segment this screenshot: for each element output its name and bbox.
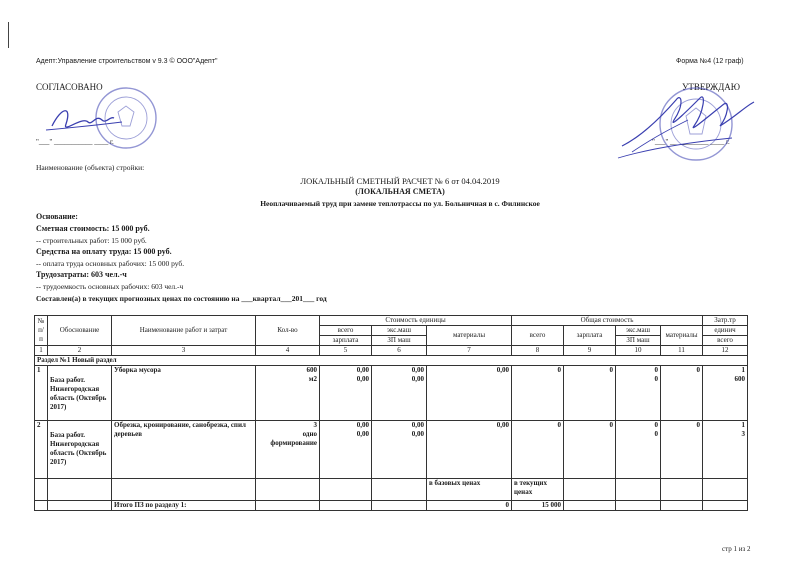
row-total-all: 0 <box>512 421 564 479</box>
row-qty: 600 <box>306 366 317 374</box>
row-unit-all: 0,00 <box>356 421 369 429</box>
row-unit-wage: 0,00 <box>356 430 369 438</box>
row-total-materials: 0 <box>661 366 703 421</box>
program-label: Адепт:Управление строительством v 9.3 © ООО"Адепт" <box>36 58 218 65</box>
doc-subtitle: (ЛОКАЛЬНАЯ СМЕТА) <box>355 187 445 196</box>
date-left: "___" ___________ ____ г. <box>36 138 114 146</box>
total-current: 15 000 <box>512 501 564 511</box>
header-labor-unit: единич <box>703 326 748 336</box>
column-number: 1 <box>35 346 48 356</box>
work-description: Неоплачиваемый труд при замене теплотрассы по ул. Больничная в с. Филинское <box>260 199 540 208</box>
row-labor-unit: 1 <box>741 421 746 429</box>
header-unit-mach: экс.маш <box>372 326 427 336</box>
basis-label: Основание: <box>36 212 78 221</box>
header-unit-zp-mach: ЗП маш <box>372 336 427 346</box>
table-row <box>35 366 748 421</box>
total-row <box>35 501 748 511</box>
header-total-zp-mach: ЗП маш <box>616 336 661 346</box>
row-unit-mach: 0,00 <box>411 421 424 429</box>
column-number: 10 <box>616 346 661 356</box>
wage-funds: Средства на оплату труда: 15 000 руб. <box>36 247 172 256</box>
row-total-wage: 0 <box>564 366 616 421</box>
column-number: 3 <box>112 346 256 356</box>
form-label: Форма №4 (12 граф) <box>676 58 744 65</box>
row-total-mach: 0 <box>654 366 659 374</box>
object-label: Наименование (объекта) стройки: <box>36 163 145 172</box>
row-num: 1 <box>35 366 48 421</box>
doc-title: ЛОКАЛЬНЫЙ СМЕТНЫЙ РАСЧЕТ № 6 от 04.04.2019 <box>300 176 500 186</box>
row-total-zp-mach: 0 <box>654 375 659 383</box>
total-base: 0 <box>427 501 512 511</box>
scan-mark <box>8 22 9 48</box>
row-unit-materials: 0,00 <box>427 421 512 479</box>
row-total-wage: 0 <box>564 421 616 479</box>
construction-cost: -- строительных работ: 15 000 руб. <box>36 236 147 245</box>
column-number: 8 <box>512 346 564 356</box>
row-num: 2 <box>35 421 48 479</box>
column-number: 6 <box>372 346 427 356</box>
header-total-cost: Общая стоимость <box>512 316 703 326</box>
base-prices-caption: в базовых ценах <box>427 479 512 501</box>
column-number: 2 <box>48 346 112 356</box>
estimated-cost: Сметная стоимость: 15 000 руб. <box>36 224 150 233</box>
header-basis: Обоснование <box>48 316 112 346</box>
total-label: Итого ПЗ по разделу 1: <box>112 501 256 511</box>
header-qty: Кол-во <box>256 316 320 346</box>
labor-costs: Трудозатраты: 603 чел.-ч <box>36 270 127 279</box>
row-basis: База работ. Нижегородская область (Октябрь 2017) <box>48 421 112 479</box>
header-total-wage: зарплата <box>564 326 616 346</box>
header-name: Наименование работ и затрат <box>112 316 256 346</box>
column-number: 5 <box>320 346 372 356</box>
approved-label: УТВЕРЖДАЮ <box>682 82 741 92</box>
header-total-mach: экс.маш <box>616 326 661 336</box>
row-unit-all: 0,00 <box>356 366 369 374</box>
agreed-label: СОГЛАСОВАНО <box>36 82 103 92</box>
column-number: 11 <box>661 346 703 356</box>
main-wages: -- оплата труда основных рабочих: 15 000 руб. <box>36 259 185 268</box>
stamp-right <box>612 76 762 176</box>
row-total-mach: 0 <box>654 421 659 429</box>
column-numbers-row <box>35 346 748 356</box>
signature-right <box>622 97 754 146</box>
table-row <box>35 421 748 479</box>
column-number: 12 <box>703 346 748 356</box>
row-labor-unit: 1 <box>741 366 746 374</box>
row-unit-mach: 0,00 <box>411 366 424 374</box>
column-number: 9 <box>564 346 616 356</box>
header-labor-total: всего <box>703 336 748 346</box>
row-unit: одно формирование <box>270 430 317 447</box>
row-labor-total: 3 <box>741 430 746 438</box>
header-unit-cost: Стоимость единицы <box>320 316 512 326</box>
date-right: "___" ___________ ____ г. <box>652 138 730 146</box>
column-number: 7 <box>427 346 512 356</box>
row-unit: м2 <box>308 375 317 383</box>
header-total-materials: материалы <box>661 326 703 346</box>
row-name: Обрезка, кронирование, санобрезка, спил деревьев <box>112 421 256 479</box>
row-qty: 3 <box>313 421 317 429</box>
row-total-all: 0 <box>512 366 564 421</box>
row-unit-materials: 0,00 <box>427 366 512 421</box>
section-title: Раздел №1 Новый раздел <box>35 356 748 366</box>
header-unit-materials: материалы <box>427 326 512 346</box>
row-total-materials: 0 <box>661 421 703 479</box>
header-labor: Затр.тр <box>703 316 748 326</box>
main-labor: -- трудоемкость основных рабочих: 603 чел.-ч <box>36 282 184 291</box>
header-unit-wage: зарплата <box>320 336 372 346</box>
current-prices-caption: в текущих ценах <box>512 479 564 501</box>
row-name: Уборка мусора <box>112 366 256 421</box>
row-unit-zp-mach: 0,00 <box>411 430 424 438</box>
column-number: 4 <box>256 346 320 356</box>
row-total-zp-mach: 0 <box>654 430 659 438</box>
row-unit-wage: 0,00 <box>356 375 369 383</box>
header-num: № п/ п <box>35 316 48 346</box>
compiled-note: Составлен(а) в текущих прогнозных ценах по состоянию на ___квартал___201___ год <box>36 294 327 303</box>
row-labor-total: 600 <box>734 375 746 383</box>
page-number: стр 1 из 2 <box>722 545 751 553</box>
estimate-table <box>34 315 748 511</box>
row-basis: База работ. Нижегородская область (Октябрь 2017) <box>48 366 112 421</box>
stamp-left <box>38 86 168 156</box>
header-unit-all: всего <box>320 326 372 336</box>
row-unit-zp-mach: 0,00 <box>411 375 424 383</box>
header-total-all: всего <box>512 326 564 346</box>
